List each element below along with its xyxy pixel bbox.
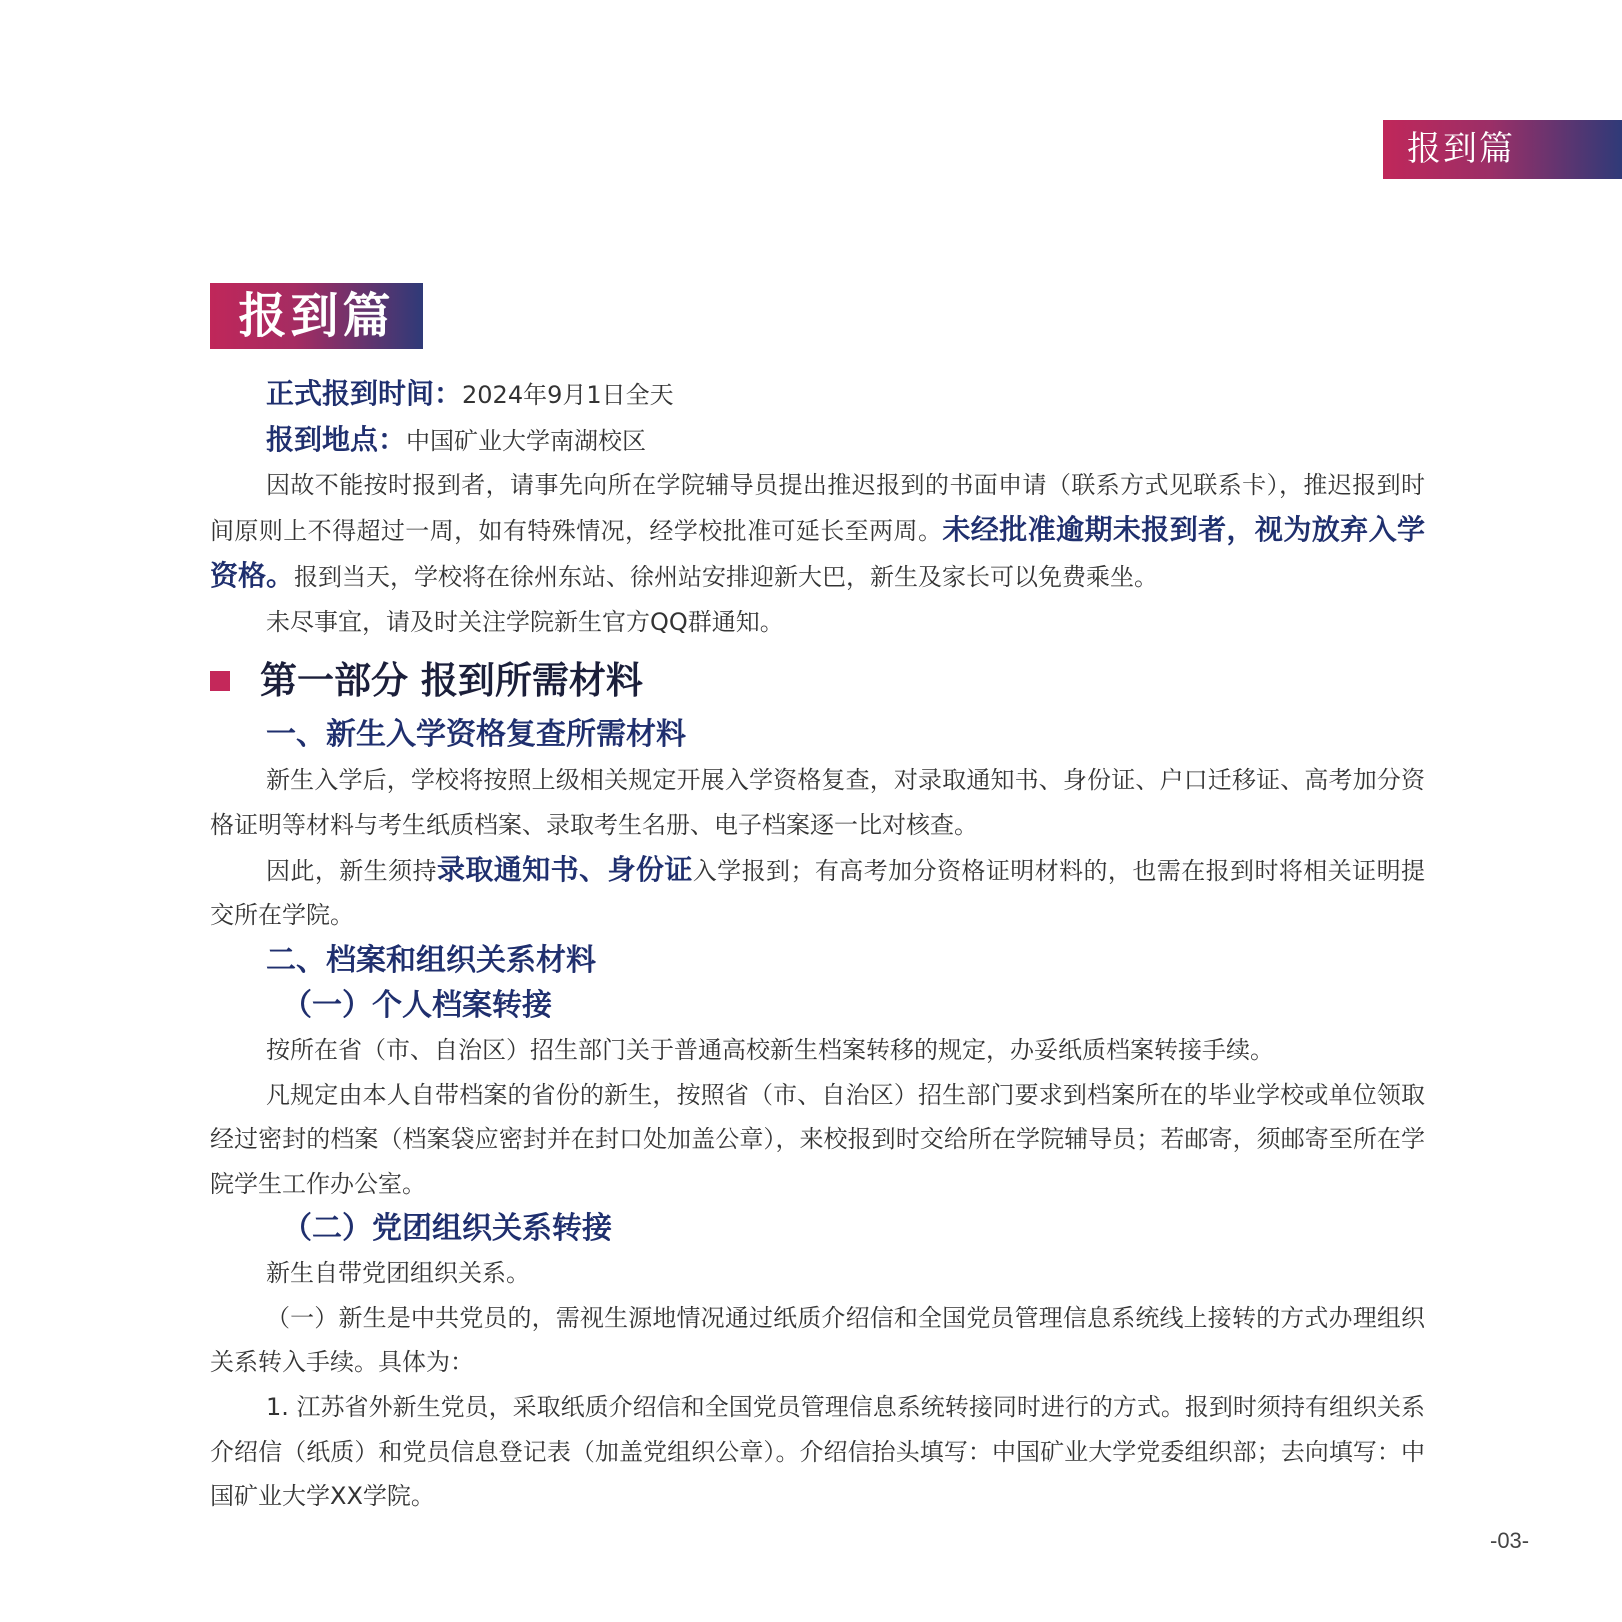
paragraph-qq-notice: 未尽事宜，请及时关注学院新生官方QQ群通知。 [266,607,784,636]
registration-time-label: 正式报到时间： [266,377,463,410]
subsection-1-title: 一、新生入学资格复查所需材料 [266,717,686,753]
subsection-2a-title: （一）个人档案转接 [282,988,552,1024]
required-docs-suffix: 入学报到；有高考加分资格证明材料的，也需在报到时将相关证明提交所在学院。 [210,856,1425,930]
square-bullet-icon [210,671,230,691]
registration-time-value: 2024年9月1日全天 [462,381,674,409]
document-body [210,372,1425,1519]
required-docs-highlight: 录取通知书、身份证 [436,852,693,886]
subsection-1-paragraph-2 [210,848,1425,938]
subsection-2b-title: （二）党团组织关系转接 [282,1210,612,1246]
subsection-2b-paragraph-3: 1. 江苏省外新生党员，采取纸质介绍信和全国党员管理信息系统转接同时进行的方式。报到时须持有组织关系介绍信（纸质）和党员信息登记表（加盖党组织公章）。介绍信抬头填写：中国矿业大学党委组织部；去向填写：中国矿业大学XX学院。 [210,1392,1425,1511]
delay-notice-text: 因故不能按时报到者，请事先向所在学院辅导员提出推迟报到的书面申请（联系方式见联系卡），推迟报到时间原则上不得超过一周，如有特殊情况，经学校批准可延长至两周。 [210,471,1425,546]
required-docs-prefix: 因此，新生须持 [266,856,437,885]
registration-time [210,372,1425,418]
registration-place [210,418,1425,464]
subsection-2-title: 二、档案和组织关系材料 [266,943,596,979]
registration-place-value: 中国矿业大学南湖校区 [406,426,647,455]
subsection-2a-paragraph-2: 凡规定由本人自带档案的省份的新生，按照省（市、自治区）招生部门要求到档案所在的毕业学校或单位领取经过密封的档案（档案袋应密封并在封口处加盖公章），来校报到时交给所在学院辅导员；若邮寄，须邮寄至所在学院学生工作办公室。 [210,1080,1425,1199]
subsection-1-paragraph-1: 新生入学后，学校将按照上级相关规定开展入学资格复查，对录取通知书、身份证、户口迁移证、高考加分资格证明等材料与考生纸质档案、录取考生名册、电子档案逐一比对核查。 [210,766,1425,839]
delay-notice-warning: 未经批准逾期未报到者，视为放弃入学资格。 [210,513,1425,592]
registration-place-label: 报到地点： [266,422,407,456]
section-title [210,650,1425,712]
subsection-2b-paragraph-1: 新生自带党团组织关系。 [266,1258,530,1287]
section-banner: 报到篇 [210,283,423,349]
section-title-text: 第一部分 报到所需材料 [260,659,643,703]
shuttle-notice-text: 报到当天，学校将在徐州东站、徐州站安排迎新大巴，新生及家长可以免费乘坐。 [294,562,1159,591]
paragraph-delay-notice [210,463,1425,599]
header-section-tab: 报到篇 [1383,120,1622,179]
page-number: -03- [1490,1528,1530,1553]
subsection-2b-paragraph-2: （一）新生是中共党员的，需视生源地情况通过纸质介绍信和全国党员管理信息系统线上接转的方式办理组织关系转入手续。具体为： [210,1303,1425,1377]
subsection-2a-paragraph-1: 按所在省（市、自治区）招生部门关于普通高校新生档案转移的规定，办妥纸质档案转接手续。 [266,1036,1274,1065]
